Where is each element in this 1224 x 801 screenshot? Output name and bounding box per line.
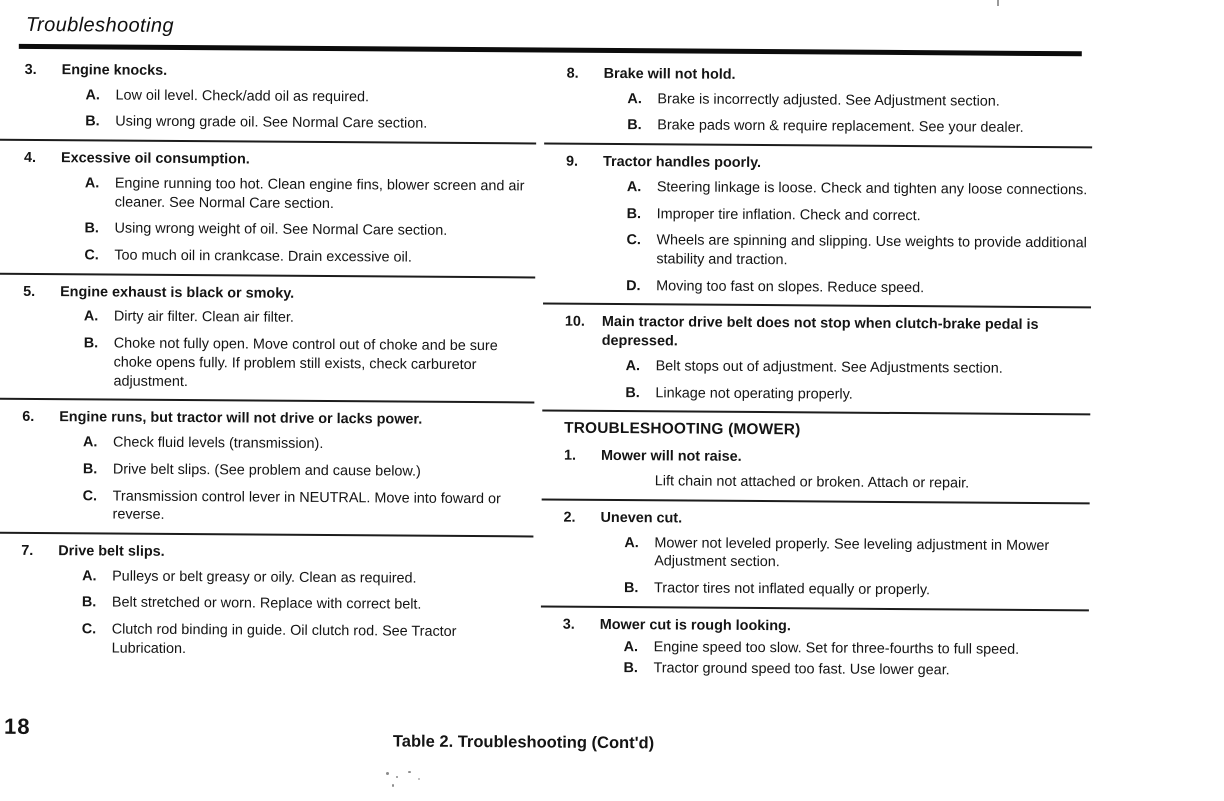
trouble-item (23, 149, 536, 268)
column-divider (544, 143, 1092, 149)
cause-row (627, 205, 1092, 227)
trouble-item (563, 508, 1090, 601)
page-title: Troubleshooting (25, 13, 174, 37)
cause-text: Dirty air filter. Clean air filter. (113, 308, 294, 327)
trouble-item (562, 615, 1088, 681)
cause-text: Check fluid levels (transmission). (112, 434, 324, 453)
cause-text: Tractor ground speed too fast. Use lower gear. (653, 660, 950, 679)
item-heading (564, 447, 1090, 469)
item-number: 5. (23, 283, 36, 300)
cause-text: Belt stretched or worn. Replace with correct belt. (111, 594, 422, 614)
cause-letter: B. (623, 660, 638, 677)
cause-letter: A. (627, 90, 642, 107)
trouble-item (566, 65, 1092, 139)
table-caption: Table 2. Troubleshooting (Cont'd) (392, 732, 655, 753)
item-title: Engine knocks. (61, 62, 168, 79)
trouble-item (564, 313, 1091, 406)
cause-letter: A. (84, 175, 100, 192)
cause-letter: A. (624, 534, 639, 551)
item-heading (25, 61, 537, 83)
cause-row (83, 433, 534, 455)
cause-text: Choke not fully open. Move control out of choke and be sure choke opens fully. If problem still exists, check carburetor adjustment. (113, 335, 498, 390)
item-heading (21, 542, 533, 564)
cause-row (624, 638, 1089, 660)
cause-row (627, 90, 1092, 112)
column-divider (0, 532, 533, 538)
column-divider (542, 498, 1090, 504)
scan-noise (386, 772, 389, 775)
cause-text: Brake pads worn & require replacement. See your dealer. (657, 117, 1024, 137)
cause-letter (625, 472, 655, 491)
cause-row (624, 534, 1089, 575)
cause-letter: B. (81, 594, 97, 611)
cause-row (627, 178, 1092, 200)
cause-row (83, 460, 534, 482)
cause-row (626, 277, 1091, 299)
cause-letter: C. (84, 247, 99, 264)
cause-letter: C. (626, 232, 641, 249)
scan-noise (396, 776, 398, 778)
section-heading: TROUBLESHOOTING (MOWER) (564, 420, 801, 439)
cause-text: Tractor tires not inflated equally or properly. (653, 580, 931, 599)
cause-letter: B. (626, 205, 642, 222)
item-number: 9. (565, 153, 579, 170)
cause-text: Low oil level. Check/add oil as required. (115, 87, 370, 106)
item-number: 2. (563, 509, 576, 526)
trouble-item (21, 542, 534, 661)
cause-letter: B. (83, 335, 99, 352)
cause-text: Linkage not operating properly. (655, 384, 853, 403)
cause-row (82, 487, 533, 528)
item-title: Brake will not hold. (603, 65, 736, 83)
cause-row (84, 308, 535, 330)
cause-text: Lift chain not attached or broken. Attach or repair. (654, 473, 970, 492)
item-heading (565, 313, 1091, 354)
cause-text: Using wrong weight of oil. See Normal Care section. (114, 220, 448, 240)
cause-letter: A. (85, 87, 100, 104)
item-heading (566, 153, 1092, 175)
item-number: 1. (563, 448, 577, 465)
scan-noise (408, 771, 411, 773)
cause-row (627, 117, 1092, 139)
cause-text: Steering linkage is loose. Check and tighten any loose connections. (656, 179, 1088, 199)
item-title: Drive belt slips. (58, 543, 165, 560)
column-divider (0, 398, 534, 404)
cause-row (84, 246, 535, 268)
cause-letter: A. (623, 639, 639, 656)
cause-text: Too much oil in crankcase. Drain excessive oil. (114, 247, 412, 266)
cause-text: Engine running too hot. Clean engine fins, blower screen and air cleaner. See Normal Care section. (114, 175, 525, 212)
cause-text: Wheels are spinning and slipping. Use weights to provide additional stability and traction. (656, 232, 1087, 269)
item-heading (24, 149, 536, 171)
item-number: 6. (22, 409, 35, 426)
cause-letter: D. (626, 277, 641, 294)
trouble-item (21, 408, 534, 527)
trouble-item (565, 153, 1092, 299)
cause-letter: C. (81, 621, 97, 638)
cause-row (82, 567, 533, 589)
cause-letter: B. (627, 117, 642, 134)
column-divider (541, 605, 1089, 611)
cause-row (625, 472, 1090, 494)
scan-noise (392, 784, 394, 787)
item-heading (23, 283, 535, 305)
cause-text: Using wrong grade oil. See Normal Care section. (115, 113, 428, 133)
scan-tick-mark (997, 0, 999, 6)
troubleshooting-table (20, 53, 1094, 683)
cause-row (626, 231, 1091, 272)
cause-letter: A. (625, 358, 641, 375)
item-heading (22, 408, 534, 430)
cause-letter: B. (84, 220, 100, 237)
cause-letter: A. (82, 434, 98, 451)
item-heading (563, 615, 1089, 637)
cause-text: Transmission control lever in NEUTRAL. Move into foward or reverse. (112, 488, 501, 524)
item-number: 3. (24, 61, 37, 78)
item-title: Engine runs, but tractor will not drive or lacks power. (59, 409, 423, 429)
cause-text: Clutch rod binding in guide. Oil clutch rod. See Tractor Lubrication. (111, 621, 457, 657)
scan-noise (418, 778, 420, 780)
cause-row (85, 86, 536, 108)
cause-row (83, 335, 534, 394)
cause-letter: B. (82, 461, 98, 478)
cause-row (85, 113, 536, 135)
cause-letter: B. (623, 580, 639, 597)
cause-letter: A. (626, 178, 642, 196)
cause-row (84, 220, 535, 242)
right-column (562, 57, 1092, 683)
cause-row (623, 659, 1088, 681)
cause-row (626, 357, 1091, 379)
cause-text: Engine speed too slow. Set for three-fourths to full speed. (653, 639, 1020, 659)
cause-text: Improper tire inflation. Check and correct. (656, 205, 921, 224)
column-divider (543, 303, 1091, 309)
item-number: 7. (21, 542, 34, 559)
trouble-item (24, 61, 536, 135)
column-divider (0, 272, 535, 278)
cause-text: Brake is incorrectly adjusted. See Adjustment section. (657, 91, 1000, 110)
item-number: 3. (562, 616, 575, 633)
item-title: Mower will not raise. (600, 448, 742, 466)
cause-text: Pulleys or belt greasy or oily. Clean as required. (112, 568, 417, 587)
cause-row (85, 174, 536, 215)
item-number: 8. (566, 65, 579, 82)
cause-letter: C. (82, 487, 98, 504)
item-heading (567, 65, 1093, 87)
trouble-item (22, 283, 535, 394)
column-divider (542, 410, 1090, 416)
cause-letter: A. (83, 308, 99, 325)
cause-text: Mower not leveled properly. See leveling adjustment in Mower Adjustment section. (654, 534, 1050, 571)
item-title: Main tractor drive belt does not stop when clutch-brake pedal is depressed. (601, 314, 1039, 350)
item-heading (563, 508, 1089, 530)
cause-text: Moving too fast on slopes. Reduce speed. (656, 278, 925, 296)
cause-text: Drive belt slips. (See problem and cause below.) (112, 461, 421, 480)
cause-text: Belt stops out of adjustment. See Adjustments section. (655, 358, 1003, 377)
trouble-item (564, 447, 1090, 494)
item-title: Mower cut is rough looking. (599, 616, 791, 634)
page-number: 18 (3, 713, 31, 739)
cause-row (625, 384, 1090, 406)
cause-letter: A. (82, 567, 97, 585)
cause-letter: B. (85, 113, 100, 130)
item-title: Engine exhaust is black or smoky. (60, 283, 295, 302)
item-title: Tractor handles poorly. (602, 154, 762, 172)
left-column (20, 53, 536, 669)
item-number: 4. (23, 150, 37, 167)
cause-letter: B. (625, 384, 640, 401)
cause-row (624, 579, 1089, 601)
cause-row (82, 594, 533, 616)
cause-row (82, 620, 533, 661)
item-number: 10. (564, 314, 585, 331)
item-title: Excessive oil consumption. (60, 150, 250, 168)
item-title: Uneven cut. (600, 509, 683, 527)
column-divider (0, 139, 536, 145)
